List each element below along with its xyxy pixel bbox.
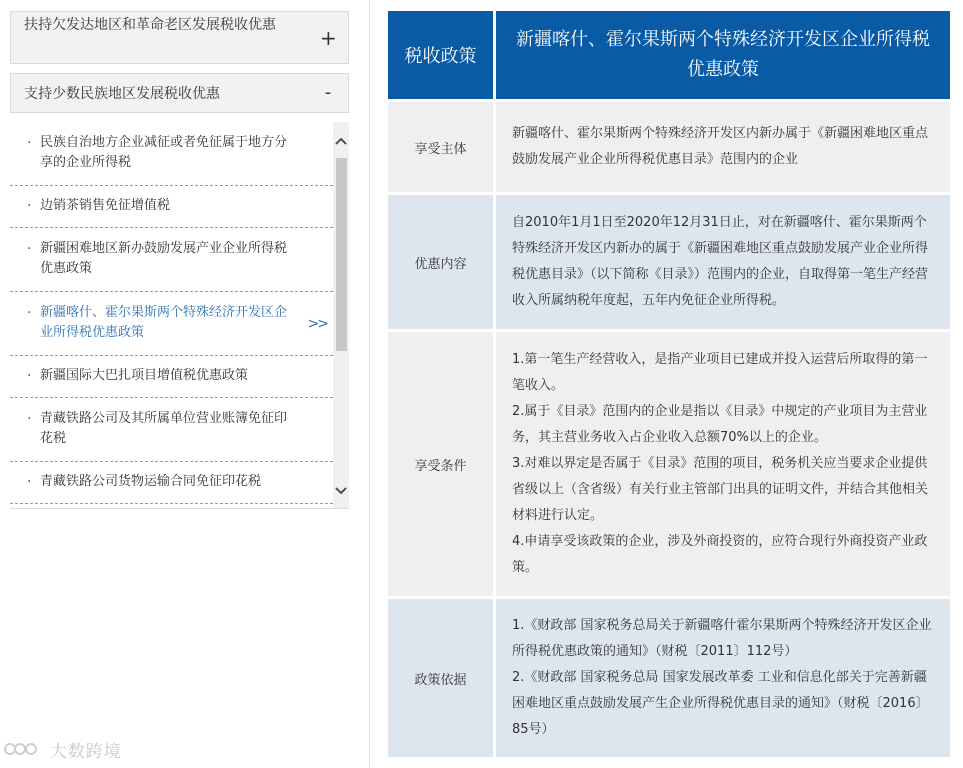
row-content-benefit xyxy=(496,195,950,329)
list-item[interactable] xyxy=(10,186,333,228)
bullet-icon: · xyxy=(27,474,32,490)
list-item-label: 新疆喀什、霍尔果斯两个特殊经济开发区企业所得税优惠政策 xyxy=(40,305,288,340)
watermark-logo-icon xyxy=(4,743,44,761)
row-text: 3.对难以界定是否属于《目录》范围的项目，税务机关应当要求企业提供省级以上（含省级）有关行业主管部门出具的证明文件，并结合其他相关材料进行认定。 xyxy=(512,456,929,523)
row-text: 1.第一笔生产经营收入，是指产业项目已建成并投入运营后所取得的第一笔收入。 xyxy=(512,352,928,393)
category-underdeveloped-regions[interactable] xyxy=(10,11,349,64)
list-item-label: 边销茶销售免征增值税 xyxy=(40,198,171,213)
bullet-icon: · xyxy=(27,411,32,427)
double-chevron-right-icon: >> xyxy=(307,315,327,332)
collapse-minus-icon[interactable]: - xyxy=(324,82,332,103)
list-item[interactable] xyxy=(10,462,333,504)
category-label: 扶持欠发达地区和革命老区发展税收优惠 xyxy=(24,17,276,33)
column-divider xyxy=(369,0,370,768)
bullet-icon: · xyxy=(27,198,32,214)
row-label-benefit: 优惠内容 xyxy=(388,195,493,329)
row-content-conditions xyxy=(496,332,950,596)
chevron-up-icon[interactable] xyxy=(333,132,349,150)
row-text: 4.申请享受该政策的企业，涉及外商投资的，应符合现行外商投资产业政策。 xyxy=(512,534,928,575)
list-item-label: 新疆国际大巴扎项目增值税优惠政策 xyxy=(40,368,249,383)
list-item[interactable] xyxy=(10,122,333,186)
header-policy-title: 新疆喀什、霍尔果斯两个特殊经济开发区企业所得税优惠政策 xyxy=(496,11,950,99)
chevron-down-icon[interactable] xyxy=(333,482,349,500)
list-item[interactable] xyxy=(10,398,333,462)
bullet-icon: · xyxy=(27,305,32,321)
row-label-basis: 政策依据 xyxy=(388,599,493,757)
list-scrollbar[interactable] xyxy=(333,122,349,508)
list-item[interactable] xyxy=(10,356,333,398)
row-text: 1.《财政部 国家税务总局关于新疆喀什霍尔果斯两个特殊经济开发区企业所得税优惠政策的通知》（财税〔2011〕112号） xyxy=(512,618,932,659)
row-label-conditions: 享受条件 xyxy=(388,332,493,596)
left-sidebar xyxy=(0,0,370,768)
watermark xyxy=(4,737,122,762)
expand-plus-icon[interactable]: + xyxy=(320,25,337,50)
category-label: 支持少数民族地区发展税收优惠 xyxy=(24,86,220,102)
policy-list-items xyxy=(10,122,333,504)
header-tax-policy: 税收政策 xyxy=(388,11,493,99)
list-item[interactable] xyxy=(10,228,333,292)
list-item-label: 青藏铁路公司及其所属单位营业账簿免征印花税 xyxy=(40,411,288,446)
scroll-thumb[interactable] xyxy=(336,158,347,351)
row-label-beneficiary: 享受主体 xyxy=(388,102,493,192)
policy-list xyxy=(10,122,349,509)
category-minority-regions[interactable] xyxy=(10,73,349,113)
row-content-beneficiary xyxy=(496,102,950,192)
list-item-active[interactable] xyxy=(10,292,333,356)
row-content-basis xyxy=(496,599,950,757)
row-text: 2.属于《目录》范围内的企业是指以《目录》中规定的产业项目为主营业务，其主营业务收入占企业收入总额70%以上的企业。 xyxy=(512,404,928,445)
list-item-label: 新疆困难地区新办鼓励发展产业企业所得税优惠政策 xyxy=(40,241,288,276)
bullet-icon: · xyxy=(27,368,32,384)
row-text: 自2010年1月1日至2020年12月31日止，对在新疆喀什、霍尔果斯两个特殊经济开发区内新办的属于《新疆困难地区重点鼓励发展产业企业所得税优惠目录》（以下简称《目录》）范围内的企业，自取得第一笔生产经营收入所属纳税年度起，五年内免征企业所得税。 xyxy=(512,215,929,308)
bullet-icon: · xyxy=(27,241,32,257)
list-item-label: 民族自治地方企业减征或者免征属于地方分享的企业所得税 xyxy=(40,135,288,170)
row-text: 新疆喀什、霍尔果斯两个特殊经济开发区内新办属于《新疆困难地区重点鼓励发展产业企业所得税优惠目录》范围内的企业 xyxy=(512,126,929,167)
row-text: 2.《财政部 国家税务总局 国家发展改革委 工业和信息化部关于完善新疆困难地区重点鼓励发展产生企业所得税优惠目录的通知》（财税〔2016〕85号） xyxy=(512,670,929,737)
list-item-label: 青藏铁路公司货物运输合同免征印花税 xyxy=(40,474,262,489)
watermark-text: 大数跨境 xyxy=(49,742,122,762)
bullet-icon: · xyxy=(27,135,32,151)
